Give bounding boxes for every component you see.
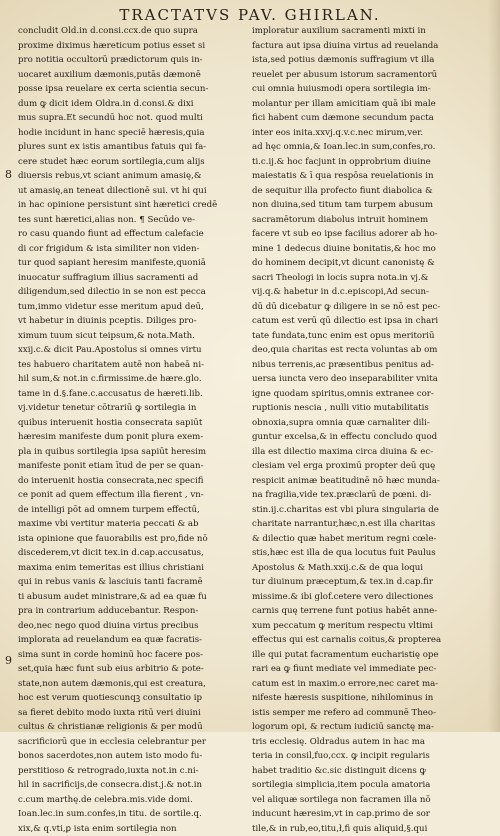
text-line: xix,& q.vti,ꝑ ista enim sortilegia non bbox=[18, 822, 246, 836]
text-line: Apostolus & Math.xxij.c.& de qua loqui bbox=[252, 561, 480, 576]
text-line: c.cum marthę.de celebra.mis.vide domi. bbox=[18, 793, 246, 808]
text-line: istis semper me refero ad communē Theo- bbox=[252, 706, 480, 721]
text-line: ti abusum audet ministrare,& ad ea quæ fu bbox=[18, 590, 246, 605]
text-line: effectus qui est carnalis coitus,& propterea bbox=[252, 633, 480, 648]
text-line: cere studet hæc eorum sortilegia,cum alijs bbox=[18, 155, 246, 170]
text-line: inter eos inita.xxvj.q.v.c.nec mirum,ver. bbox=[252, 126, 480, 141]
margin-note-9: 9 bbox=[5, 654, 12, 667]
text-line: sacramētorum diabolus intruit hominem bbox=[252, 213, 480, 228]
text-line: vel aliquæ sortilega non facramen illa nō bbox=[252, 793, 480, 808]
left-text-column bbox=[18, 24, 246, 836]
text-line: missime.& ibi glof.cetere vero dilectiones bbox=[252, 590, 480, 605]
text-line: sa fieret debito modo iuxta ritū veri diuini bbox=[18, 706, 246, 721]
text-line: deo,nec nego quod diuina virtus precibus bbox=[18, 619, 246, 634]
text-line: stin.ij.c.charitas est vbi plura singularia de bbox=[252, 503, 480, 518]
text-line: stis,hæc est illa de qua locutus fuit Paulus bbox=[252, 546, 480, 561]
text-line: dum ꝙ dicit idem Oldra.in d.consi.& dixi bbox=[18, 97, 246, 112]
text-line: vij.q.& habetur in d.c.episcopi,Ad secun- bbox=[252, 285, 480, 300]
right-text-column bbox=[252, 24, 480, 836]
text-line: vj.videtur tenetur cōtrariū ꝙ sortilegia in bbox=[18, 401, 246, 416]
text-line: catum est verū qū dilectio est ipsa in chari bbox=[252, 314, 480, 329]
text-line: quibus interuenit hostia consecrata sapiūt bbox=[18, 416, 246, 431]
text-line: tum,immo videtur esse meritum apud deū, bbox=[18, 300, 246, 315]
text-line: de intelligi pōt ad omnem turpem effectū, bbox=[18, 503, 246, 518]
text-line: factura aut ipsa diuina virtus ad reuelanda bbox=[252, 39, 480, 54]
text-line: tes sunt hæretici,alias non. ¶ Secūdo ve- bbox=[18, 213, 246, 228]
text-line: perstitioso & retrogrado,iuxta not.in c.ni- bbox=[18, 764, 246, 779]
text-line: do interuenit hostia consecrata,nec specifi bbox=[18, 474, 246, 489]
running-head: TRACTATVS PAV. GHIRLAN. bbox=[0, 6, 500, 24]
text-line: deo,quia charitas est recta voluntas ab om bbox=[252, 343, 480, 358]
text-line: maxime vbi vertitur materia peccati & ab bbox=[18, 517, 246, 532]
text-line: fici habent cum dæmone secundum pacta bbox=[252, 111, 480, 126]
text-line: pro notitia occultorū prædictorum quis in- bbox=[18, 53, 246, 68]
text-line: tris ecclesię. Oldradus autem in hac ma bbox=[252, 735, 480, 750]
text-line: clesiam vel erga proximū propter deū quę bbox=[252, 459, 480, 474]
text-line: proxime diximus hæreticum potius esset si bbox=[18, 39, 246, 54]
text-line: hoc est verum quotiescunqꝫ consultatio ip bbox=[18, 691, 246, 706]
text-line: mus supra.Et secundū hoc not. quod multi bbox=[18, 111, 246, 126]
text-line: xum peccatum ꝙ meritum respectu vltimi bbox=[252, 619, 480, 634]
text-line: logorum opi, & rectum iudiciū sanctę ma- bbox=[252, 720, 480, 735]
text-line: carnis quę terrene funt potius habēt anne- bbox=[252, 604, 480, 619]
text-line: ille qui putat facramentum eucharistię ope bbox=[252, 648, 480, 663]
text-line: cui omnia huiusmodi opera sortilegia im- bbox=[252, 82, 480, 97]
text-line: uersa iuncta vero deo inseparabiliter vnita bbox=[252, 372, 480, 387]
text-line: sortilegia simplicia,item pocula amatoria bbox=[252, 778, 480, 793]
text-line: di cor frigidum & ista similiter non viden- bbox=[18, 242, 246, 257]
text-line: habet traditio &c.sic distinguit dicens ꝙ bbox=[252, 764, 480, 779]
text-line: maiestatis & ī qua respōsa reuelationis in bbox=[252, 169, 480, 184]
text-line: tes habuero charitatem autē non habeā ni- bbox=[18, 358, 246, 373]
text-line: pla in quibus sortilegia ipsa sapiūt heresim bbox=[18, 445, 246, 460]
text-line: nibus terrenis,ac præsentibus penitus ad- bbox=[252, 358, 480, 373]
text-line: diligendum,sed dilectio in se non est pecca bbox=[18, 285, 246, 300]
text-line: tur diuinum præceptum,& tex.in d.cap.fir bbox=[252, 575, 480, 590]
text-line: ad hęc omnia,& Ioan.lec.in sum,confes,ro. bbox=[252, 140, 480, 155]
text-line: reuelet per abusum istorum sacramentorū bbox=[252, 68, 480, 83]
text-line: set,quia hæc funt sub eius arbitrio & pote- bbox=[18, 662, 246, 677]
text-line: manifeste ponit etiam ītud de per se quan- bbox=[18, 459, 246, 474]
text-line: & dilectio quæ habet meritum regni cœle- bbox=[252, 532, 480, 547]
text-line: bonos sacerdotes,non autem isto modo fu- bbox=[18, 749, 246, 764]
text-line: ista,sed potius dæmonis suffragium vt illa bbox=[252, 53, 480, 68]
text-line: illa est dilectio maxima circa diuina & ec- bbox=[252, 445, 480, 460]
text-line: charitate narrantur,hæc,n.est illa charitas bbox=[252, 517, 480, 532]
text-line: obnoxia,supra omnia quæ carnaliter dili- bbox=[252, 416, 480, 431]
text-line: non diuina,sed titum tam turpem abusum bbox=[252, 198, 480, 213]
text-line: tile,& in rub,eo,titu,ł,fi quis aliquid,§.qui bbox=[252, 822, 480, 836]
text-line: inducunt hæresim,vt in cap.primo de sor bbox=[252, 807, 480, 822]
text-line: inuocatur suffragium illius sacramenti ad bbox=[18, 271, 246, 286]
text-line: ro casu quando fiunt ad effectum calefacie bbox=[18, 227, 246, 242]
text-line: uocaret auxilium dæmonis,putās dæmonē bbox=[18, 68, 246, 83]
text-line: guntur excelsa,& in effectu concludo quod bbox=[252, 430, 480, 445]
text-line: ce ponit ad quem effectum illa fierent , vn- bbox=[18, 488, 246, 503]
text-line: maxima enim temeritas est illius christiani bbox=[18, 561, 246, 576]
text-line: tur quod sapiant heresim manifeste,quoniā bbox=[18, 256, 246, 271]
text-line: posse ipsa reuelare ex certa scientia secun- bbox=[18, 82, 246, 97]
text-line: sacrificiorū que in ecclesia celebrantur per bbox=[18, 735, 246, 750]
text-line: sacri Theologi in locis supra nota.in vj.& bbox=[252, 271, 480, 286]
text-line: qui in rebus vanis & lasciuis tanti facramē bbox=[18, 575, 246, 590]
text-line: ti.c.ij.& hoc facjunt in opprobrium diuine bbox=[252, 155, 480, 170]
text-line: xxij.c.& dicit Pau.Apostolus si omnes virtu bbox=[18, 343, 246, 358]
text-line: sima sunt in corde hominū hoc facere pos- bbox=[18, 648, 246, 663]
text-line: cultus & christianæ religionis & per modū bbox=[18, 720, 246, 735]
text-line: hæresim manifeste dum ponit plura exem- bbox=[18, 430, 246, 445]
text-line: hil in sacrificijs,de consecra.dist.j.& not.in bbox=[18, 778, 246, 793]
text-line: Ioan.lec.in sum.confes,in titu. de sortile.q. bbox=[18, 807, 246, 822]
text-line: state,non autem dæmonis,qui est creatura, bbox=[18, 677, 246, 692]
text-line: imploratur auxilium sacramenti mixti in bbox=[252, 24, 480, 39]
text-line: igne quodam spiritus,omnis extranee cor- bbox=[252, 387, 480, 402]
text-line: molantur per illam amicitiam quā ibi male bbox=[252, 97, 480, 112]
text-line: discederem,vt dicit tex.in d.cap.accusatus, bbox=[18, 546, 246, 561]
page-edge-shadow bbox=[488, 0, 500, 732]
text-line: ut amasię,an teneat dilectionē sui. vt hi qui bbox=[18, 184, 246, 199]
text-line: do hominem decipit,vt dicunt canonistę & bbox=[252, 256, 480, 271]
margin-note-8: 8 bbox=[5, 168, 12, 181]
text-line: tate fundata,tunc enim est opus meritoriū bbox=[252, 329, 480, 344]
text-line: implorata ad reuelandum ea quæ facratis- bbox=[18, 633, 246, 648]
text-line: hodie incidunt in hanc speciē hæresis,quia bbox=[18, 126, 246, 141]
text-line: dū dū dicebatur ꝙ diligere in se nō est pec- bbox=[252, 300, 480, 315]
text-line: vt habetur in diuinis pceptis. Diliges pro- bbox=[18, 314, 246, 329]
text-line: nifeste hæresis suspitione, nihilominus in bbox=[252, 691, 480, 706]
text-line: de sequitur illa profecto fiunt diabolica & bbox=[252, 184, 480, 199]
text-line: concludit Old.in d.consi.ccx.de quo supra bbox=[18, 24, 246, 39]
text-line: mine 1 dedecus diuine bonitatis,& hoc mo bbox=[252, 242, 480, 257]
text-line: teria in consil,fuo,ccx. ꝙ incipit regularis bbox=[252, 749, 480, 764]
text-line: catum est in maxim.o errore,nec caret ma- bbox=[252, 677, 480, 692]
text-line: plures sunt ex istis amantibus fatuis qui fa- bbox=[18, 140, 246, 155]
text-line: pra in contrarium adducebantur. Respon- bbox=[18, 604, 246, 619]
text-line: na fragilia,vide tex.præclarū de pœni. di- bbox=[252, 488, 480, 503]
text-line: ximum tuum sicut teipsum,& nota.Math. bbox=[18, 329, 246, 344]
text-line: respicit animæ beatitudinē nō hæc munda- bbox=[252, 474, 480, 489]
text-line: tame in d.§.fane.c.accusatus de hæreti.lib. bbox=[18, 387, 246, 402]
text-line: rari ea ꝙ fiunt mediate vel immediate pec- bbox=[252, 662, 480, 677]
text-line: hil sum,& not.in c.firmissime.de hære.glo. bbox=[18, 372, 246, 387]
text-line: ruptionis nescia , nulli vitio mutabilitatis bbox=[252, 401, 480, 416]
text-line: in hac opinione persistunt sint hæretici credē bbox=[18, 198, 246, 213]
text-line: diuersis rebus,vt sciant animum amasię,& bbox=[18, 169, 246, 184]
text-line: ista opinione que fauorabilis est pro,fide nō bbox=[18, 532, 246, 547]
text-line: facere vt sub eo ipse facilius adorer ab ho- bbox=[252, 227, 480, 242]
